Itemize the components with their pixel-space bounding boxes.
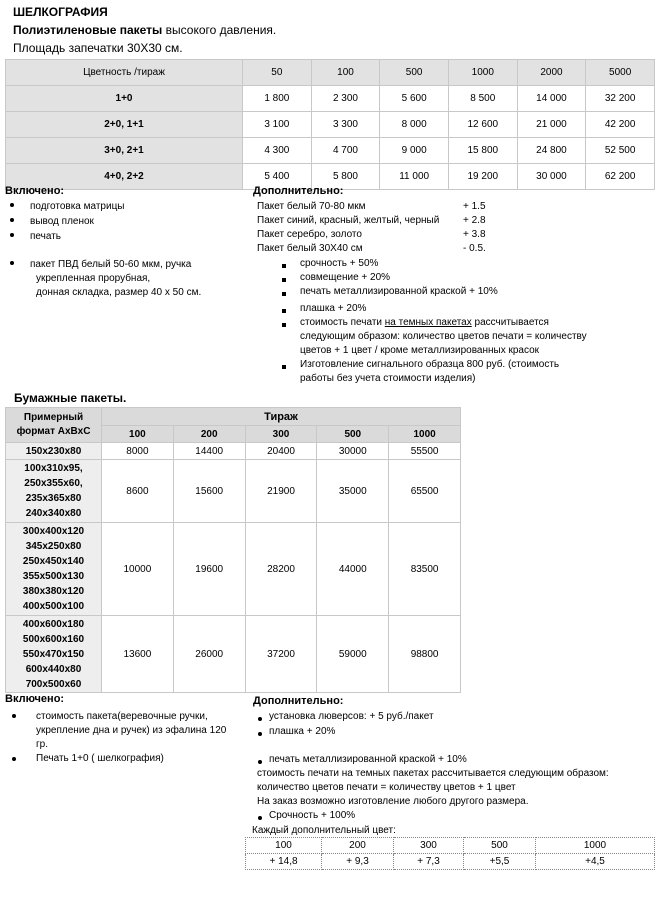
table-row: [6, 616, 461, 693]
format-line: 100х310х95,: [24, 463, 83, 474]
format-line: 380х380х120: [22, 586, 85, 597]
table-cell: 44000: [317, 523, 389, 616]
table-cell: + 7,3: [394, 854, 464, 870]
table-cell: 3 300: [311, 112, 380, 138]
table-cell: 8600: [102, 460, 174, 523]
bullet-icon: [258, 760, 262, 764]
extra-bullet: совмещение + 20%: [300, 272, 391, 283]
format-cell: [6, 460, 102, 523]
format-cell: [6, 616, 102, 693]
included-title: Включено:: [5, 185, 65, 197]
included-item: подготовка матрицы: [30, 201, 125, 212]
table-cell: 42 200: [586, 112, 655, 138]
format-line: 345х250х80: [25, 541, 82, 552]
format-header: [6, 408, 102, 443]
format-header-line1: Примерный: [23, 412, 84, 423]
table-cell: 5 600: [380, 86, 449, 112]
table-cell: 10000: [102, 523, 174, 616]
table-header-row: [6, 408, 461, 426]
format-line: 240х340х80: [25, 508, 82, 519]
table-cell: 8 000: [380, 112, 449, 138]
table-cell: 98800: [389, 616, 461, 693]
table-cell: 8 500: [448, 86, 517, 112]
table-cell: 4 300: [243, 138, 312, 164]
bullet-icon: [258, 717, 262, 721]
list-item: [10, 257, 14, 268]
table-cell: 30 000: [517, 164, 586, 190]
bullet-icon: [258, 732, 262, 736]
urgency-note: Срочность + 100%: [269, 810, 356, 821]
format-cell: [6, 523, 102, 616]
dark-note-2: следующим образом: количество цветов печати = количеству: [300, 331, 587, 342]
table-cell: 52 500: [586, 138, 655, 164]
row-label: 2+0, 1+1: [6, 112, 243, 138]
table-cell: 19600: [173, 523, 245, 616]
signal-note-1: Изготовление сигнального образца 800 руб. (стоимость: [300, 359, 560, 370]
column-header: 100: [246, 838, 322, 854]
subtitle-rest: высокого давления.: [162, 23, 277, 37]
bullet-icon: [10, 203, 14, 207]
table-cell: 15 800: [448, 138, 517, 164]
table-cell: 55500: [389, 443, 461, 460]
column-header: 500: [380, 60, 449, 86]
page-title: ШЕЛКОГРАФИЯ: [13, 5, 108, 19]
list-item: [12, 710, 16, 721]
dark-note-3: цветов + 1 цвет / кроме металлизированных красок: [300, 345, 540, 356]
tirazh-header: Тираж: [102, 408, 461, 426]
table-cell: 3 100: [243, 112, 312, 138]
row-label: 3+0, 2+1: [6, 138, 243, 164]
silkscreen-price-table: [5, 59, 655, 190]
table-cell: 24 800: [517, 138, 586, 164]
list-item: [258, 728, 262, 739]
bullet-icon: [282, 365, 286, 369]
included-item-3: гр.: [36, 739, 48, 750]
column-header: 500: [464, 838, 536, 854]
extra-bullet: печать металлизированной краской + 10%: [300, 286, 498, 297]
dark-note: [300, 316, 549, 329]
column-header: 200: [322, 838, 394, 854]
table-row: [6, 523, 461, 616]
table-cell: 21900: [245, 460, 317, 523]
included-item: вывод пленок: [30, 216, 94, 227]
format-line: 600х440х80: [25, 663, 82, 675]
extra-bullet: срочность + 50%: [300, 258, 379, 269]
table-cell: 21 000: [517, 112, 586, 138]
custom-size-note: На заказ возможно изготовление любого другого размера.: [257, 796, 529, 807]
table-cell: 26000: [173, 616, 245, 693]
table-cell: 15600: [173, 460, 245, 523]
table-cell: 5 800: [311, 164, 380, 190]
list-item: [10, 199, 14, 210]
format-line: 150х230х80: [25, 445, 82, 457]
column-header: 1000: [389, 426, 461, 443]
format-header-line2: формат АхВхС: [16, 426, 91, 437]
extra-label: Пакет белый 30Х40 см: [257, 243, 363, 254]
table-row: [246, 854, 655, 870]
dark-note-post: рассчитывается: [471, 317, 549, 328]
included-item: печать: [30, 231, 61, 242]
dark-note-2: количество цветов печати = количеству цветов + 1 цвет: [257, 782, 516, 793]
bullet-icon: [282, 323, 286, 327]
format-line: 355х500х130: [22, 571, 85, 582]
table-cell: 8000: [102, 443, 174, 460]
table-row: [6, 86, 655, 112]
list-item: [282, 288, 286, 299]
bullet-icon: [10, 233, 14, 237]
row-label: 4+0, 2+2: [6, 164, 243, 190]
table-cell: +4,5: [536, 854, 655, 870]
table-row: [6, 443, 461, 460]
extra-color-price-table: [245, 837, 655, 870]
extra-item: печать металлизированной краской + 10%: [269, 754, 467, 765]
extra-value: + 2.8: [463, 215, 486, 226]
list-item: [282, 274, 286, 285]
column-header: 2000: [517, 60, 586, 86]
extra-item: плашка + 20%: [269, 726, 336, 737]
bullet-icon: [282, 278, 286, 282]
table-cell: 5 400: [243, 164, 312, 190]
bullet-icon: [12, 757, 16, 761]
list-item: [282, 305, 286, 316]
format-line: 700х500х60: [25, 678, 82, 690]
table-cell: 14 000: [517, 86, 586, 112]
format-line: 300х400х120: [22, 526, 85, 537]
table-cell: + 14,8: [246, 854, 322, 870]
column-header: 200: [173, 426, 245, 443]
subtitle-bold: Полиэтиленовые пакеты: [13, 23, 163, 37]
table-cell: + 9,3: [322, 854, 394, 870]
extra-value: - 0.5.: [463, 243, 486, 254]
table-cell: 20400: [245, 443, 317, 460]
column-header: 1000: [536, 838, 655, 854]
each-color-label: Каждый дополнительный цвет:: [252, 825, 396, 836]
list-item: [258, 812, 262, 823]
column-header: 50: [243, 60, 312, 86]
table-cell: 12 600: [448, 112, 517, 138]
table-cell: 13600: [102, 616, 174, 693]
table-cell: 35000: [317, 460, 389, 523]
included-item: Печать 1+0 ( шелкография): [36, 753, 164, 764]
format-line: 250х355х60,: [24, 478, 83, 489]
list-item: [282, 260, 286, 271]
extra-label: Пакет серебро, золото: [257, 229, 362, 240]
bullet-icon: [282, 264, 286, 268]
column-header: 500: [317, 426, 389, 443]
table-cell: 83500: [389, 523, 461, 616]
column-header: 100: [311, 60, 380, 86]
list-item: [258, 756, 262, 767]
column-header: 5000: [586, 60, 655, 86]
table-cell: 14400: [173, 443, 245, 460]
subtitle: [13, 23, 276, 38]
column-header: 300: [245, 426, 317, 443]
table-cell: 19 200: [448, 164, 517, 190]
extra-bullet: плашка + 20%: [300, 303, 367, 314]
row-label: 1+0: [6, 86, 243, 112]
list-item: [10, 229, 14, 240]
extra-item: установка люверсов: + 5 руб./пакет: [269, 711, 434, 722]
format-line: 250х450х140: [22, 556, 85, 567]
extra-label: Пакет белый 70-80 мкм: [257, 201, 366, 212]
format-line: 235х365х80: [25, 493, 82, 504]
included-item: стоимость пакета(веревочные ручки,: [36, 711, 208, 722]
extra-title: Дополнительно:: [253, 185, 344, 197]
format-line: 400х500х100: [22, 601, 85, 612]
format-line: 400х600х180: [22, 618, 85, 630]
format-cell: [6, 443, 102, 460]
paper-bags-price-table: [5, 407, 461, 693]
extra-title: Дополнительно:: [253, 695, 344, 707]
included-title: Включено:: [5, 693, 65, 705]
table-cell: 9 000: [380, 138, 449, 164]
column-header: 300: [394, 838, 464, 854]
dark-note: стоимость печати на темных пакетах рассчитывается следующим образом:: [257, 768, 609, 779]
bullet-icon: [10, 261, 14, 265]
bullet-icon: [282, 292, 286, 296]
format-line: 500х600х160: [22, 633, 85, 645]
list-item: [282, 361, 286, 372]
extra-value: + 1.5: [463, 201, 486, 212]
table-cell: +5,5: [464, 854, 536, 870]
bullet-icon: [12, 714, 16, 718]
column-header: 1000: [448, 60, 517, 86]
table-cell: 11 000: [380, 164, 449, 190]
signal-note-2: работы без учета стоимости изделия): [300, 373, 476, 384]
print-area: Площадь запечатки 30Х30 см.: [13, 41, 183, 55]
extra-value: + 3.8: [463, 229, 486, 240]
included-item-2: укрепление дна и ручек) из эфалина 120: [36, 725, 227, 736]
table-cell: 30000: [317, 443, 389, 460]
table-cell: 1 800: [243, 86, 312, 112]
package-desc-3: донная складка, размер 40 х 50 см.: [36, 287, 202, 298]
list-item: [282, 319, 286, 330]
list-item: [10, 214, 14, 225]
format-line: 550х470х150: [22, 648, 85, 660]
table-row: [6, 138, 655, 164]
bullet-icon: [10, 218, 14, 222]
corner-cell: Цветность /тираж: [6, 60, 243, 86]
table-cell: 59000: [317, 616, 389, 693]
table-header-row: [6, 60, 655, 86]
extra-label: Пакет синий, красный, желтый, черный: [257, 215, 440, 226]
table-row: [6, 460, 461, 523]
table-cell: 65500: [389, 460, 461, 523]
table-row: [6, 112, 655, 138]
bullet-icon: [282, 309, 286, 313]
table-cell: 4 700: [311, 138, 380, 164]
list-item: [12, 753, 16, 764]
table-cell: 28200: [245, 523, 317, 616]
paper-bags-title: Бумажные пакеты.: [14, 391, 127, 405]
table-header-row: [246, 838, 655, 854]
table-cell: 2 300: [311, 86, 380, 112]
dark-note-underlined: на темных пакетах: [384, 317, 472, 328]
table-cell: 37200: [245, 616, 317, 693]
column-header: 100: [102, 426, 174, 443]
package-desc-2: укрепленная прорубная,: [36, 273, 151, 284]
table-cell: 62 200: [586, 164, 655, 190]
package-desc-1: пакет ПВД белый 50-60 мкм, ручка: [30, 259, 192, 270]
table-cell: 32 200: [586, 86, 655, 112]
list-item: [258, 713, 262, 724]
bullet-icon: [258, 816, 262, 820]
dark-note-pre: стоимость печати: [300, 317, 385, 328]
